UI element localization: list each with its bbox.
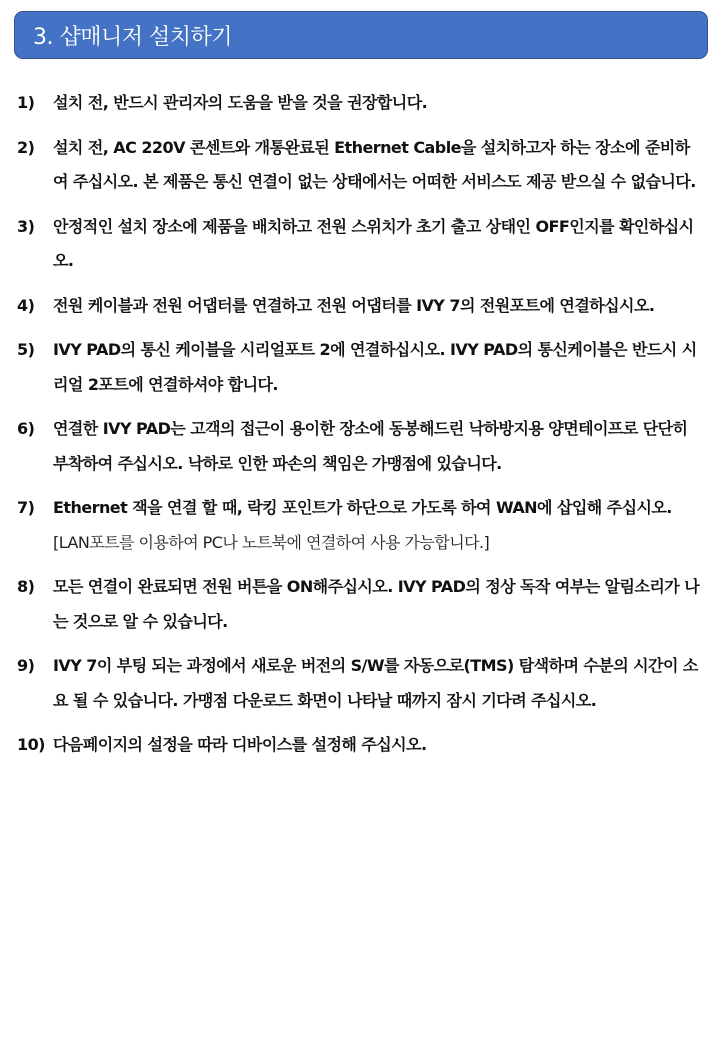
section-header [14,11,708,59]
step-text: 안정적인 설치 장소에 제품을 배치하고 전원 스위치가 초기 출고 상태인 OFF인지를 확인하십시오. [53,216,694,270]
step-text: IVY 7이 부팅 되는 과정에서 새로운 버전의 S/W를 자동으로(TMS) 탐색하며 수분의 시간이 소요 될 수 있습니다. 가맹점 다운로드 화면이 나타날 때까지 잠시 기다려 주십시오. [53,656,698,710]
step-number: 10) [17,735,45,754]
step-number: 6) [17,419,35,438]
step-4 [0,289,720,324]
step-number: 4) [17,295,35,315]
step-text: Ethernet 잭을 연결 할 때, 락킹 포인트가 하단으로 가도록 하여 WAN에 삽입해 주십시오. [53,498,672,517]
step-7 [0,491,720,560]
step-2 [0,131,720,200]
section-title: 3. 샵매니저 설치하기 [33,24,232,50]
step-number: 9) [17,656,35,675]
installation-steps-list [0,86,720,773]
step-10 [0,728,720,763]
step-number: 1) [17,93,35,112]
step-text: 모든 연결이 완료되면 전원 버튼을 ON해주십시오. IVY PAD의 정상 독작 여부는 알림소리가 나는 것으로 알 수 있습니다. [53,577,700,631]
step-note: [LAN포트를 이용하여 PC나 노트북에 연결하여 사용 가능합니다.] [53,532,490,552]
step-9 [0,649,720,718]
step-number: 3) [17,216,35,236]
step-text: 설치 전, 반드시 관리자의 도움을 받을 것을 권장합니다. [53,93,428,112]
step-3 [0,210,720,279]
step-1 [0,86,720,121]
step-number: 2) [17,137,35,157]
step-number: 7) [17,498,35,517]
step-6 [0,412,720,481]
step-number: 8) [17,577,35,596]
step-text: 연결한 IVY PAD는 고객의 접근이 용이한 장소에 동봉해드린 낙하방지용 양면테이프로 단단히 부착하여 주십시오. 낙하로 인한 파손의 책임은 가맹점에 있습니다. [53,419,688,473]
step-number: 5) [17,340,35,359]
step-text: IVY PAD의 통신 케이블을 시리얼포트 2에 연결하십시오. IVY PAD의 통신케이블은 반드시 시리얼 2포트에 연결하셔야 합니다. [53,340,697,394]
step-8 [0,570,720,639]
step-text: 전원 케이블과 전원 어댑터를 연결하고 전원 어댑터를 IVY 7의 전원포트에 연결하십시오. [53,295,655,315]
step-text: 다음페이지의 설정을 따라 디바이스를 설정해 주십시오. [53,735,427,754]
step-text: 설치 전, AC 220V 콘센트와 개통완료된 Ethernet Cable을 설치하고자 하는 장소에 준비하여 주십시오. 본 제품은 통신 연결이 없는 상태에서는 어떠한 서비스도 제공 받으실 수 없습니다. [53,137,696,191]
step-5 [0,333,720,402]
